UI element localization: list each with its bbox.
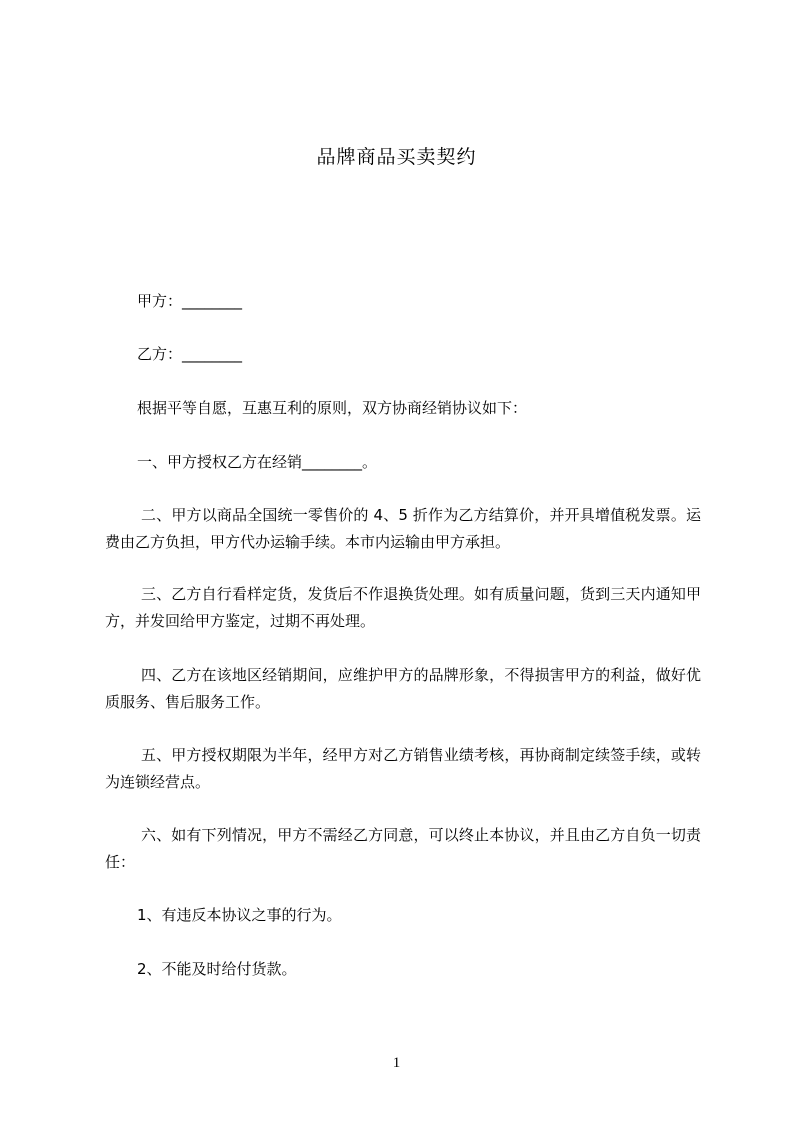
intro-paragraph: 根据平等自愿，互惠互利的原则，双方协商经销协议如下： — [137, 399, 528, 417]
party-b-line: 乙方：________ — [137, 345, 243, 363]
clause-4: 四、乙方在该地区经销期间，应维护甲方的品牌形象，不得损害甲方的利益，做好优质服务、售后服务工作。 — [105, 666, 701, 711]
clause-1: 一、甲方授权乙方在经销________。 — [137, 453, 378, 471]
document-title: 品牌商品买卖契约 — [316, 146, 477, 168]
clause-2: 二、甲方以商品全国统一零售价的 4、5 折作为乙方结算价，并开具增值税发票。运费由乙方负担，甲方代办运输手续。本市内运输由甲方承担。 — [105, 506, 701, 551]
party-a-line: 甲方：________ — [137, 292, 243, 310]
clause-5: 五、甲方授权期限为半年，经甲方对乙方销售业绩考核，再协商制定续签手续，或转为连锁经营点。 — [105, 746, 701, 791]
clause-6: 六、如有下列情况，甲方不需经乙方同意，可以终止本协议，并且由乙方自负一切责任： — [105, 826, 701, 871]
sub-item-2: 2、不能及时给付货款。 — [137, 960, 297, 978]
sub-item-1: 1、有违反本协议之事的行为。 — [137, 906, 342, 924]
clause-3: 三、乙方自行看样定货，发货后不作退换货处理。如有质量问题，货到三天内通知甲方，并发回给甲方鉴定，过期不再处理。 — [105, 585, 701, 630]
page-number: 1 — [392, 1055, 401, 1071]
